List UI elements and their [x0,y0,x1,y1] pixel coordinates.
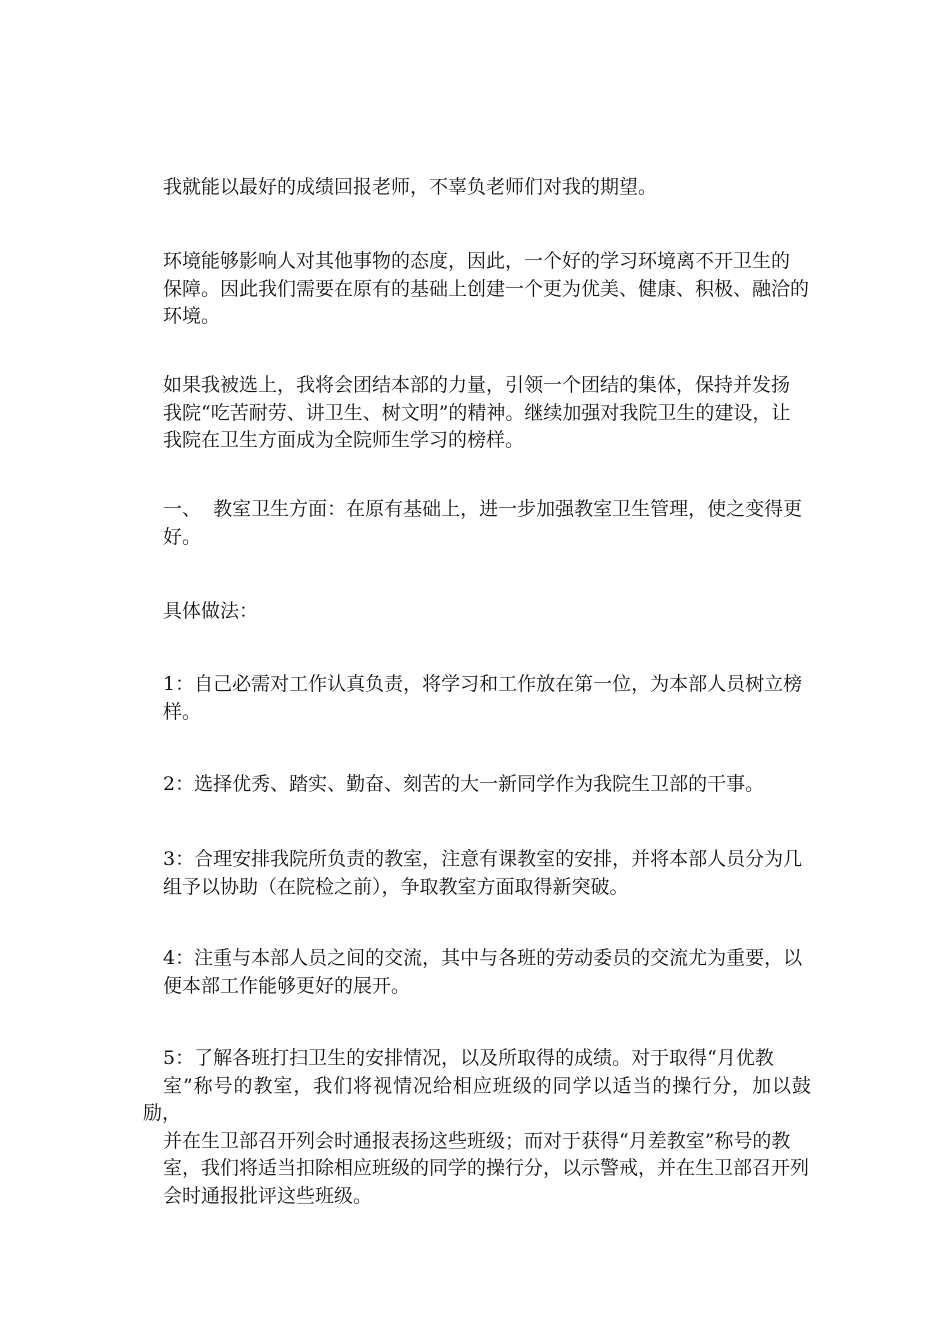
list-item-2 [143,771,811,799]
text-line: 室，我们将适当扣除相应班级的同学的操行分，以示警戒，并在生卫部召开列 [163,1157,810,1179]
list-item-1 [143,671,811,726]
subheading-specific-methods [143,598,811,626]
list-item-5 [143,1045,811,1210]
paragraph-closing-statement [143,174,811,202]
text-line: 并在生卫部召开列会时通报表扬这些班级；而对于获得“月差教室”称号的教 [163,1129,791,1152]
paragraph-if-elected [143,372,811,455]
text-line: 1：自己必需对工作认真负责，将学习和工作放在第一位，为本部人员树立榜 [163,673,803,695]
text-line: 我院在卫生方面成为全院师生学习的榜样。 [163,429,525,451]
list-item-4 [143,945,811,1000]
text-line: 样。 [163,700,202,723]
text-line: 环境。 [163,305,221,327]
text-line: 2：选择优秀、踏实、勤奋、刻苦的大一新同学作为我院生卫部的干事。 [163,773,765,795]
text-line: 具体做法： [163,600,259,622]
text-line: 会时通报批评这些班级。 [163,1184,373,1207]
text-line: 我院“吃苦耐劳、讲卫生、树文明”的精神。继续加强对我院卫生的建设，让 [163,401,791,424]
text-line: 如果我被选上，我将会团结本部的力量，引领一个团结的集体，保持并发扬 [163,374,791,396]
section-heading-classroom-hygiene [143,496,811,551]
text-line: 保障。因此我们需要在原有的基础上创建一个更为优美、健康、积极、融洽的 [163,277,810,300]
text-line: 3：合理安排我院所负责的教室，注意有课教室的安排，并将本部人员分为几 [163,848,803,870]
text-line: 一、 教室卫生方面：在原有基础上，进一步加强教室卫生管理，使之变得更 [163,498,803,520]
text-line: 我就能以最好的成绩回报老师，不辜负老师们对我的期望。 [163,176,658,198]
text-line: 组予以协助（在院检之前），争取教室方面取得新突破。 [163,875,629,898]
text-line: 环境能够影响人对其他事物的态度，因此，一个好的学习环境离不开卫生的 [163,250,791,272]
text-line: 5：了解各班打扫卫生的安排情况，以及所取得的成绩。对于取得“月优教 [163,1047,774,1069]
text-line: 4：注重与本部人员之间的交流，其中与各班的劳动委员的交流尤为重要，以 [163,947,803,969]
paragraph-environment [143,248,811,331]
text-line: 好。 [163,525,202,548]
list-item-3 [143,846,811,901]
text-line: 室”称号的教室，我们将视情况给相应班级的同学以适当的操行分，加以鼓励， [143,1074,811,1124]
text-line: 便本部工作能够更好的展开。 [163,974,411,997]
